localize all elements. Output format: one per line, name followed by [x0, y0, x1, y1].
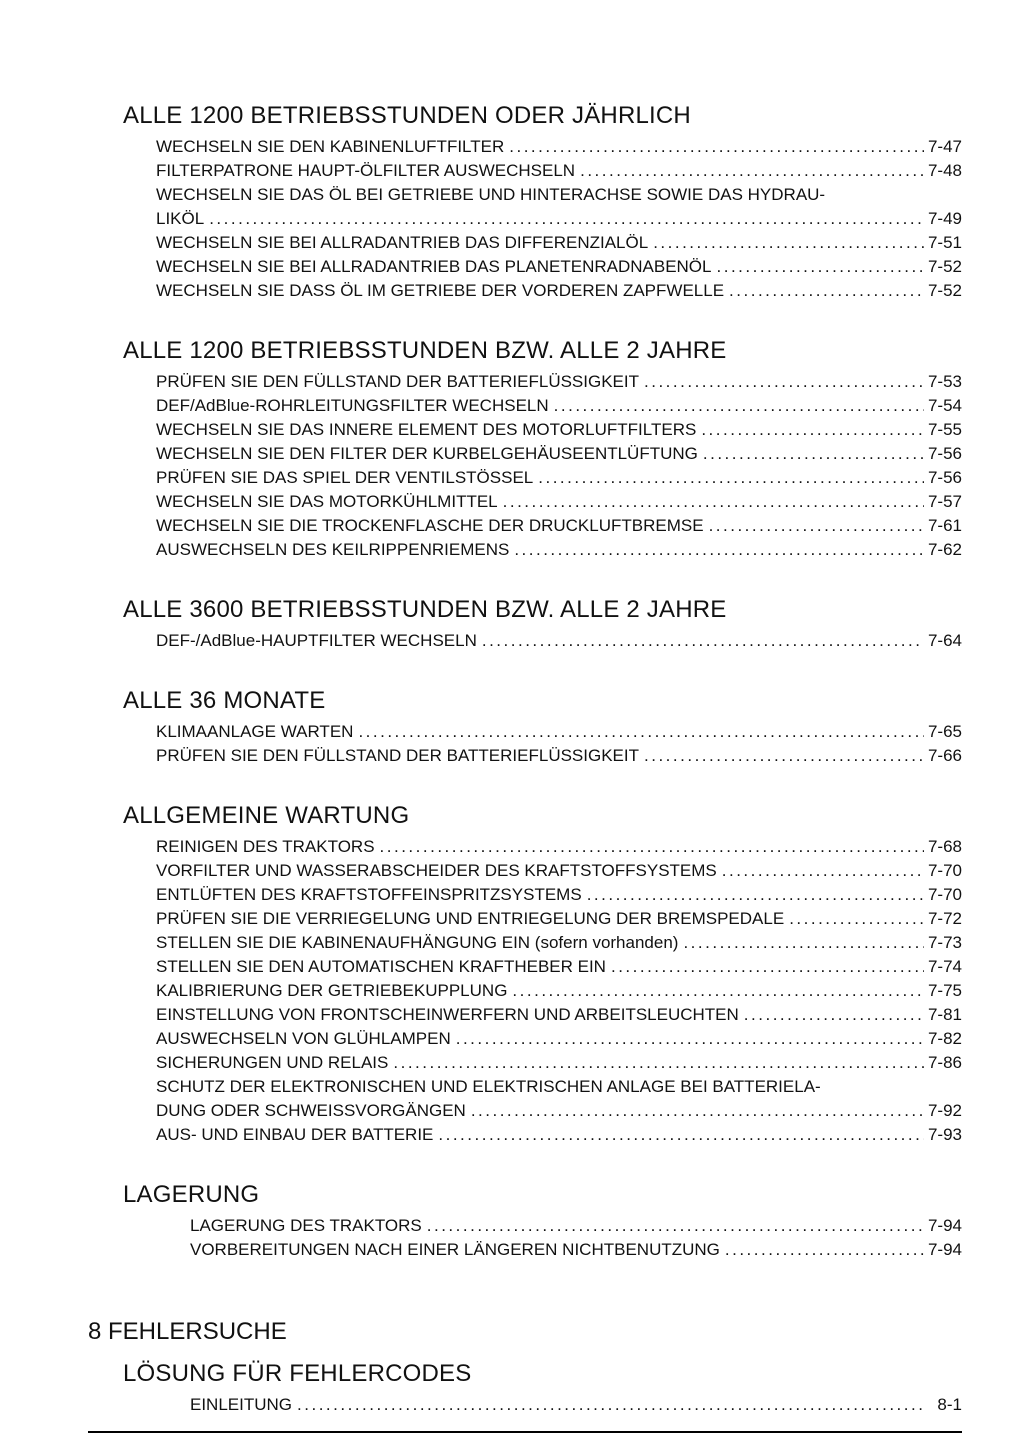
toc-entry: [123, 931, 962, 955]
toc-entry-page: 7-51: [927, 233, 962, 252]
toc-entry-title: PRÜFEN SIE DEN FÜLLSTAND DER BATTERIEFLÜSSIGKEIT: [156, 372, 640, 391]
toc-entry-title: PRÜFEN SIE DIE VERRIEGELUNG UND ENTRIEGELUNG DER BREMSPEDALE: [156, 909, 785, 928]
toc-entry-title: PRÜFEN SIE DAS SPIEL DER VENTILSTÖSSEL: [156, 468, 534, 487]
toc-entry-title: WECHSELN SIE DAS INNERE ELEMENT DES MOTORLUFTFILTERS: [156, 420, 697, 439]
dot-leader: [789, 907, 924, 931]
dot-leader: [644, 744, 924, 768]
toc-entry-title: LIKÖL: [156, 209, 205, 228]
section-heading: ALLE 1200 BETRIEBSSTUNDEN BZW. ALLE 2 JAHRE: [123, 337, 727, 364]
toc-entry-title: AUSWECHSELN DES KEILRIPPENRIEMENS: [156, 540, 510, 559]
toc-entry-page: 7-73: [927, 933, 962, 952]
toc-entry: [123, 514, 962, 538]
toc-entry: [123, 135, 962, 159]
toc-entry: [123, 1393, 962, 1417]
toc-entry-title: WECHSELN SIE DIE TROCKENFLASCHE DER DRUCKLUFTBREMSE: [156, 516, 704, 535]
toc-entry-title: DEF/AdBlue-ROHRLEITUNGSFILTER WECHSELN: [156, 396, 549, 415]
toc-entry-page: 7-56: [927, 444, 962, 463]
dot-leader: [729, 279, 924, 303]
toc-entry-page: 7-72: [927, 909, 962, 928]
toc-entry-title: STELLEN SIE DIE KABINENAUFHÄNGUNG EIN (sofern vorhanden): [156, 933, 679, 952]
dot-leader: [456, 1027, 924, 1051]
section-heading: ALLGEMEINE WARTUNG: [123, 802, 410, 829]
toc-entry: [123, 1238, 962, 1262]
toc-entry-title: AUS- UND EINBAU DER BATTERIE: [156, 1125, 434, 1144]
toc-entry: [123, 1051, 962, 1075]
toc-entry: [123, 720, 962, 744]
toc-entry-title: WECHSELN SIE BEI ALLRADANTRIEB DAS DIFFERENZIALÖL: [156, 233, 649, 252]
section-heading: LAGERUNG: [123, 1181, 260, 1208]
toc-entry-title: EINSTELLUNG VON FRONTSCHEINWERFERN UND ARBEITSLEUCHTEN: [156, 1005, 739, 1024]
section-heading: ALLE 1200 BETRIEBSSTUNDEN ODER JÄHRLICH: [123, 102, 691, 129]
toc-entry-page: 7-93: [927, 1125, 962, 1144]
toc-entry-title: DEF-/AdBlue-HAUPTFILTER WECHSELN: [156, 631, 477, 650]
dot-leader: [554, 394, 924, 418]
toc-entry-page: 7-55: [927, 420, 962, 439]
toc-entry-title: KLIMAANLAGE WARTEN: [156, 722, 354, 741]
toc-section: [123, 1181, 962, 1262]
toc-entry: [123, 1099, 962, 1123]
toc-entry-title: WECHSELN SIE DAS MOTORKÜHLMITTEL: [156, 492, 498, 511]
toc-entry: [123, 279, 962, 303]
toc-entry-title: ENTLÜFTEN DES KRAFTSTOFFEINSPRITZSYSTEMS: [156, 885, 582, 904]
toc-entry-title: EINLEITUNG: [190, 1395, 293, 1414]
toc-entry-title: FILTERPATRONE HAUPT-ÖLFILTER AUSWECHSELN: [156, 161, 576, 180]
toc-entry-page: 7-57: [927, 492, 962, 511]
toc-entry: [123, 538, 962, 562]
toc-entry-title: SICHERUNGEN UND RELAIS: [156, 1053, 389, 1072]
toc-entry-page: 7-52: [927, 281, 962, 300]
toc-entry-page: 7-62: [927, 540, 962, 559]
toc-entry-page: 7-47: [927, 137, 962, 156]
toc-entry-title: AUSWECHSELN VON GLÜHLAMPEN: [156, 1029, 451, 1048]
toc-entry-title: KALIBRIERUNG DER GETRIEBEKUPPLUNG: [156, 981, 508, 1000]
footer-rule: [88, 1431, 962, 1433]
dot-leader: [209, 207, 924, 231]
toc-entry-title: LAGERUNG DES TRAKTORS: [190, 1216, 422, 1235]
chapter-heading: 8 FEHLERSUCHE: [88, 1318, 287, 1345]
toc-entry-page: 7-52: [927, 257, 962, 276]
dot-leader: [725, 1238, 924, 1262]
toc-entry: [123, 490, 962, 514]
toc-entry-page: 8-1: [937, 1395, 962, 1414]
dot-leader: [393, 1051, 924, 1075]
toc-entry: [123, 883, 962, 907]
toc-entry: [123, 1214, 962, 1238]
toc-entry-page: 7-61: [927, 516, 962, 535]
toc-entry: [123, 255, 962, 279]
dot-leader: [482, 629, 924, 653]
toc-entry-page: 7-82: [927, 1029, 962, 1048]
toc-entry-page: 7-94: [927, 1240, 962, 1259]
toc-entry-title: WECHSELN SIE DEN KABINENLUFTFILTER: [156, 137, 505, 156]
toc-entry: [123, 1003, 962, 1027]
toc-entry-page: 7-86: [927, 1053, 962, 1072]
dot-leader: [538, 466, 924, 490]
toc-entry: [123, 907, 962, 931]
dot-leader: [380, 835, 924, 859]
toc-entry: [123, 835, 962, 859]
dot-leader: [722, 859, 924, 883]
toc-entry: [123, 370, 962, 394]
toc-entry-page: 7-75: [927, 981, 962, 1000]
toc-entry: [123, 159, 962, 183]
toc-entry: [123, 231, 962, 255]
toc-entry: [123, 207, 962, 231]
toc-entry-page: 7-49: [927, 209, 962, 228]
toc-entry-page: 7-53: [927, 372, 962, 391]
dot-leader: [503, 490, 924, 514]
toc-entry: [123, 1123, 962, 1147]
toc-entry-page: 7-70: [927, 861, 962, 880]
dot-leader: [644, 370, 924, 394]
dot-leader: [744, 1003, 924, 1027]
toc-entry-title: WECHSELN SIE BEI ALLRADANTRIEB DAS PLANETENRADNABENÖL: [156, 257, 712, 276]
dot-leader: [587, 883, 924, 907]
dot-leader: [512, 979, 924, 1003]
toc-entry-page: 7-54: [927, 396, 962, 415]
toc-section: [123, 802, 962, 1147]
toc-entry: [123, 442, 962, 466]
toc-entry-page: 7-81: [927, 1005, 962, 1024]
toc-entry-page: 7-70: [927, 885, 962, 904]
dot-leader: [611, 955, 924, 979]
toc-entry-page: 7-92: [927, 1101, 962, 1120]
toc: [88, 102, 962, 1417]
dot-leader: [358, 720, 924, 744]
toc-entry-title: PRÜFEN SIE DEN FÜLLSTAND DER BATTERIEFLÜSSIGKEIT: [156, 746, 640, 765]
dot-leader: [509, 135, 924, 159]
toc-entry: [123, 744, 962, 768]
toc-entry: [123, 859, 962, 883]
toc-section: [123, 102, 962, 303]
toc-entry-page: 7-56: [927, 468, 962, 487]
toc-section: [123, 596, 962, 653]
toc-entry-page: 7-66: [927, 746, 962, 765]
dot-leader: [471, 1099, 924, 1123]
toc-entry-page: 7-68: [927, 837, 962, 856]
toc-entry: [123, 394, 962, 418]
toc-entry-title: WECHSELN SIE DASS ÖL IM GETRIEBE DER VORDEREN ZAPFWELLE: [156, 281, 725, 300]
section-heading: LÖSUNG FÜR FEHLERCODES: [123, 1360, 472, 1387]
toc-entry-title: VORBEREITUNGEN NACH EINER LÄNGEREN NICHTBENUTZUNG: [190, 1240, 720, 1259]
toc-entry-title: STELLEN SIE DEN AUTOMATISCHEN KRAFTHEBER EIN: [156, 957, 606, 976]
dot-leader: [709, 514, 924, 538]
chapter-block: [88, 1318, 962, 1417]
dot-leader: [514, 538, 924, 562]
dot-leader: [438, 1123, 924, 1147]
dot-leader: [297, 1393, 924, 1417]
dot-leader: [653, 231, 924, 255]
dot-leader: [683, 931, 924, 955]
toc-entry-page: 7-74: [927, 957, 962, 976]
toc-entry-continuation: WECHSELN SIE DAS ÖL BEI GETRIEBE UND HINTERACHSE SOWIE DAS HYDRAU-: [156, 185, 826, 204]
toc-entry: [123, 979, 962, 1003]
toc-entry: [123, 629, 962, 653]
toc-entry-page: 7-65: [927, 722, 962, 741]
dot-leader: [703, 442, 924, 466]
toc-entry-continuation: SCHUTZ DER ELEKTRONISCHEN UND ELEKTRISCHEN ANLAGE BEI BATTERIELA-: [156, 1077, 821, 1096]
toc-entry-title: DUNG ODER SCHWEISSVORGÄNGEN: [156, 1101, 466, 1120]
toc-entry-page: 7-94: [927, 1216, 962, 1235]
dot-leader: [701, 418, 924, 442]
dot-leader: [580, 159, 924, 183]
toc-entry-title: VORFILTER UND WASSERABSCHEIDER DES KRAFTSTOFFSYSTEMS: [156, 861, 717, 880]
dot-leader: [717, 255, 924, 279]
toc-section: [123, 687, 962, 768]
section-heading: ALLE 36 MONATE: [123, 687, 326, 714]
toc-entry: [123, 466, 962, 490]
toc-entry: [123, 418, 962, 442]
toc-entry-title: WECHSELN SIE DEN FILTER DER KURBELGEHÄUSEENTLÜFTUNG: [156, 444, 698, 463]
toc-entry-title: REINIGEN DES TRAKTORS: [156, 837, 375, 856]
section-heading: ALLE 3600 BETRIEBSSTUNDEN BZW. ALLE 2 JAHRE: [123, 596, 727, 623]
toc-entry-page: 7-64: [927, 631, 962, 650]
toc-entry: [123, 955, 962, 979]
toc-entry: [123, 1027, 962, 1051]
toc-entry-page: 7-48: [927, 161, 962, 180]
dot-leader: [427, 1214, 924, 1238]
toc-section: [123, 337, 962, 562]
